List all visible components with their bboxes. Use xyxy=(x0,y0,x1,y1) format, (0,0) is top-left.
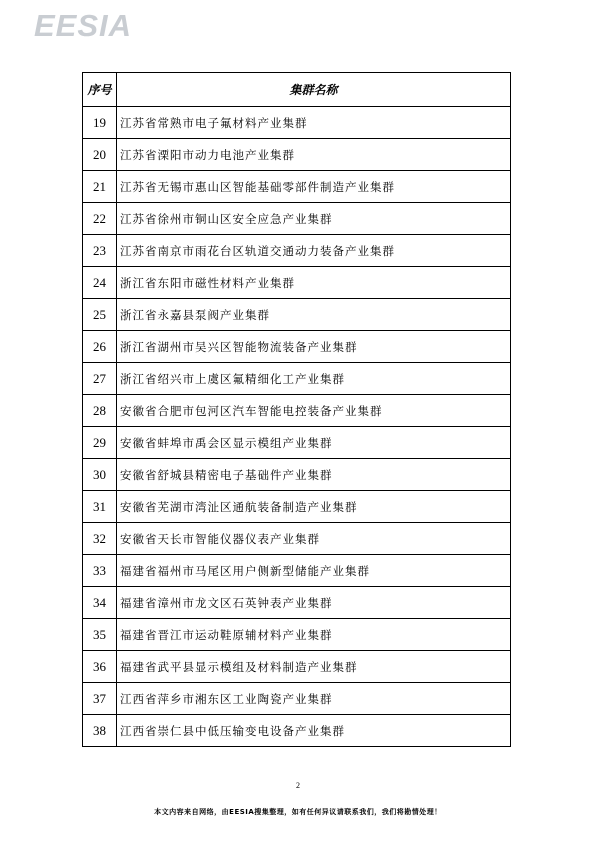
cluster-name: 福建省晋江市运动鞋原辅材料产业集群 xyxy=(117,619,511,651)
table-row xyxy=(83,587,511,619)
cluster-name: 安徽省芜湖市湾沚区通航装备制造产业集群 xyxy=(117,491,511,523)
table-row xyxy=(83,203,511,235)
table-row xyxy=(83,107,511,139)
footer-disclaimer: 本文内容来自网络，由EESIA搜集整理，如有任何异议请联系我们，我们将勘情处理！ xyxy=(154,808,442,816)
table-row xyxy=(83,619,511,651)
table-row xyxy=(83,395,511,427)
row-number: 19 xyxy=(83,107,117,139)
cluster-name: 福建省福州市马尾区用户侧新型储能产业集群 xyxy=(117,555,511,587)
header-name: 集群名称 xyxy=(117,73,511,107)
row-number: 33 xyxy=(83,555,117,587)
cluster-name: 江苏省溧阳市动力电池产业集群 xyxy=(117,139,511,171)
cluster-name: 浙江省湖州市吴兴区智能物流装备产业集群 xyxy=(117,331,511,363)
cluster-name: 福建省武平县显示模组及材料制造产业集群 xyxy=(117,651,511,683)
row-number: 35 xyxy=(83,619,117,651)
table-row xyxy=(83,651,511,683)
row-number: 32 xyxy=(83,523,117,555)
cluster-name: 安徽省合肥市包河区汽车智能电控装备产业集群 xyxy=(117,395,511,427)
cluster-name: 安徽省舒城县精密电子基础件产业集群 xyxy=(117,459,511,491)
row-number: 36 xyxy=(83,651,117,683)
row-number: 31 xyxy=(83,491,117,523)
table-row xyxy=(83,267,511,299)
row-number: 34 xyxy=(83,587,117,619)
row-number: 28 xyxy=(83,395,117,427)
row-number: 37 xyxy=(83,683,117,715)
table-row xyxy=(83,683,511,715)
table-row xyxy=(83,491,511,523)
table-row xyxy=(83,235,511,267)
cluster-name: 江苏省无锡市惠山区智能基础零部件制造产业集群 xyxy=(117,171,511,203)
row-number: 21 xyxy=(83,171,117,203)
eesia-logo: EESIA xyxy=(34,8,133,43)
table-row xyxy=(83,427,511,459)
cluster-name: 安徽省天长市智能仪器仪表产业集群 xyxy=(117,523,511,555)
row-number: 26 xyxy=(83,331,117,363)
table-row xyxy=(83,459,511,491)
table-body xyxy=(83,107,511,747)
page-number: 2 xyxy=(296,781,300,790)
cluster-table xyxy=(82,72,511,747)
table-row xyxy=(83,299,511,331)
table-header-row xyxy=(83,73,511,107)
cluster-name: 江西省萍乡市湘东区工业陶瓷产业集群 xyxy=(117,683,511,715)
cluster-table-container xyxy=(82,72,510,747)
cluster-name: 浙江省绍兴市上虞区氟精细化工产业集群 xyxy=(117,363,511,395)
row-number: 22 xyxy=(83,203,117,235)
cluster-name: 江西省崇仁县中低压输变电设备产业集群 xyxy=(117,715,511,747)
header-seq: 序号 xyxy=(83,73,117,107)
cluster-name: 福建省漳州市龙文区石英钟表产业集群 xyxy=(117,587,511,619)
cluster-name: 浙江省永嘉县泵阀产业集群 xyxy=(117,299,511,331)
cluster-name: 江苏省徐州市铜山区安全应急产业集群 xyxy=(117,203,511,235)
row-number: 24 xyxy=(83,267,117,299)
row-number: 25 xyxy=(83,299,117,331)
cluster-name: 安徽省蚌埠市禹会区显示模组产业集群 xyxy=(117,427,511,459)
table-row xyxy=(83,331,511,363)
cluster-name: 江苏省常熟市电子氟材料产业集群 xyxy=(117,107,511,139)
row-number: 23 xyxy=(83,235,117,267)
table-row xyxy=(83,171,511,203)
table-row xyxy=(83,363,511,395)
table-row xyxy=(83,139,511,171)
row-number: 20 xyxy=(83,139,117,171)
row-number: 38 xyxy=(83,715,117,747)
row-number: 27 xyxy=(83,363,117,395)
table-row xyxy=(83,715,511,747)
row-number: 29 xyxy=(83,427,117,459)
cluster-name: 浙江省东阳市磁性材料产业集群 xyxy=(117,267,511,299)
cluster-name: 江苏省南京市雨花台区轨道交通动力装备产业集群 xyxy=(117,235,511,267)
table-row xyxy=(83,555,511,587)
row-number: 30 xyxy=(83,459,117,491)
table-row xyxy=(83,523,511,555)
